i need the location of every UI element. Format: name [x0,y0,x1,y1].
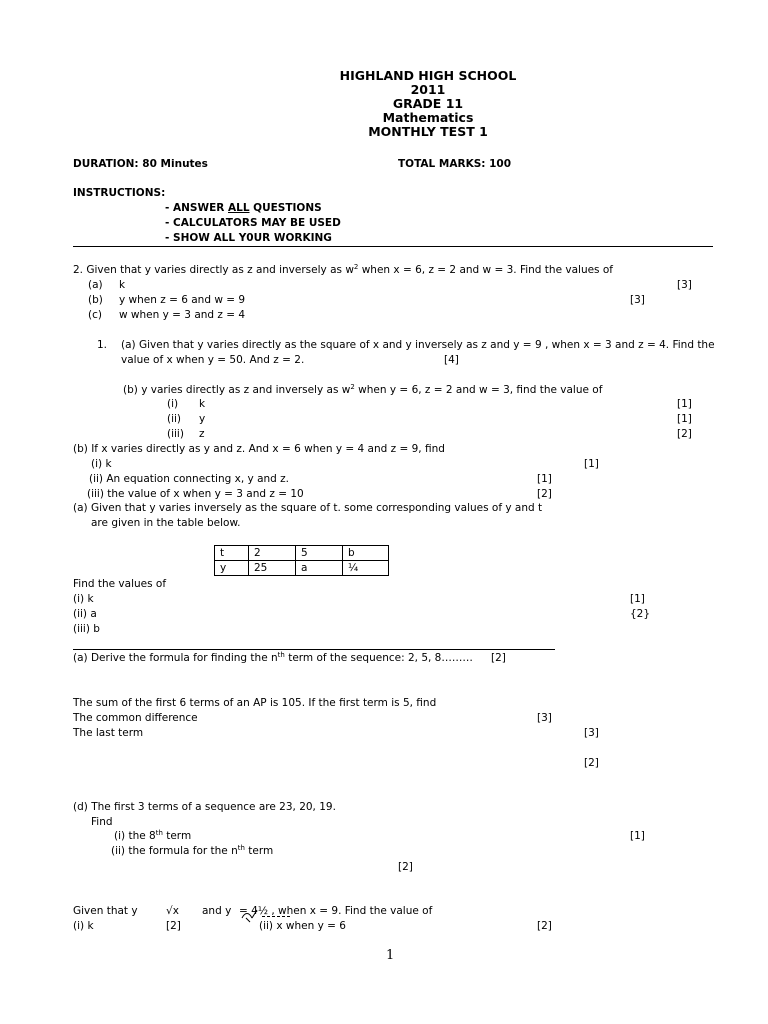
qlast-sqrt: √x [166,905,179,917]
qa-stem-2: are given in the table below. [91,517,241,529]
table-cell: ¼ [343,561,389,576]
grade: GRADE 11 [392,96,464,111]
qlast-equation: = 4½ , when x = 9. Find the value of [239,905,433,917]
table-row [215,561,389,576]
instruction-1: - ANSWER ALL QUESTIONS [165,202,322,214]
q1-b-stem: (b) y varies directly as z and inversely as $w^2$ when y = 6, z = 2 and w = 3, find the value of [123,383,603,396]
page-number: 1 [386,948,395,963]
table-cell: t [215,546,249,561]
q2-a-mark: [3] [677,279,692,291]
qd-stem: (d) The first 3 terms of a sequence are 23, 20, 19. [73,801,336,813]
qd-ii-mark: [2] [398,861,413,873]
subject: Mathematics [382,110,474,125]
table-cell: 2 [249,546,296,561]
seq-derive: (a) Derive the formula for finding the $n^{th}$ term of the sequence: 2, 5, 8……… [73,651,473,664]
qlast-ii: (ii) x when y = 6 [259,920,346,932]
instruction-3: - SHOW ALL Y0UR WORKING [165,232,332,244]
seq-derive-mark: [2] [491,652,506,664]
test-title: MONTHLY TEST 1 [368,124,488,139]
q1-i-text: k [199,398,206,410]
qb-i-mark: [1] [584,458,599,470]
q2-b-mark: [3] [630,294,645,306]
q2-c-text: w when y = 3 and z = 4 [119,309,246,321]
instruction-2: - CALCULATORS MAY BE USED [165,217,341,229]
qb-stem: (b) If x varies directly as y and z. And x = 6 when y = 4 and z = 9, find [73,443,445,455]
ap-line-2-mark: [3] [537,712,552,724]
qlast-i-mark: [2] [166,920,181,932]
q2-stem: 2. Given that y varies directly as z and inversely as $w^2$ when x = 6, z = 2 and w = 3. Find the values of [73,263,613,276]
qb-i: (i) k [91,458,112,470]
qlast-and: and y [202,905,232,917]
qb-iii: (iii) the value of x when y = 3 and z = 10 [87,488,304,500]
school-name: HIGHLAND HIGH SCHOOL [339,68,517,83]
q1-ii-text: y [199,413,206,425]
qlast-i-label: (i) k [73,920,94,932]
header-divider [73,246,713,247]
fraction-bar [262,916,290,917]
section-divider [73,649,555,650]
q1-i-label: (i) [167,398,179,410]
qa-stem-1: (a) Given that y varies inversely as the square of t. some corresponding values of y and t [73,502,543,514]
proportional-sign-icon [240,909,260,923]
q2-c-label: (c) [88,309,102,321]
qlast-ii-mark: [2] [537,920,552,932]
qlast-given: Given that y [73,905,138,917]
year: 2011 [410,82,446,97]
q1-i-mark: [1] [677,398,692,410]
ap-line-1: The sum of the first 6 terms of an AP is 105. If the first term is 5, find [73,697,437,709]
qa-i: (i) k [73,593,94,605]
qa-ii: (ii) a [73,608,97,620]
q1-number: 1. [97,339,108,351]
qb-ii: (ii) An equation connecting x, y and z. [89,473,290,485]
q1-a-line2: value of x when y = 50. And z = 2. [121,354,305,366]
q1-a-line1: (a) Given that y varies directly as the square of x and y inversely as z and y = 9 , when x = 3 and z = 4. Find the [121,339,715,351]
qd-i: (i) the 8th term [114,829,192,842]
qb-ii-mark: [1] [537,473,552,485]
qa-find: Find the values of [73,578,167,590]
q2-b-text: y when z = 6 and w = 9 [119,294,246,306]
ap-line-3: The last term [73,727,144,739]
ap-extra-mark: [2] [584,757,599,769]
qd-ii: (ii) the formula for the $n^{th}$ term [111,844,274,857]
q1-a-mark: [4] [444,354,459,366]
qa-iii: (iii) b [73,623,100,635]
duration: DURATION: 80 Minutes [73,158,208,170]
q1-ii-mark: [1] [677,413,692,425]
qd-i-mark: [1] [630,830,645,842]
table-cell: 5 [296,546,343,561]
q1-iii-text: z [199,428,205,440]
ap-line-2: The common difference [73,712,198,724]
table-cell: 25 [249,561,296,576]
qa-i-mark: [1] [630,593,645,605]
q2-a-label: (a) [88,279,103,291]
table-cell: b [343,546,389,561]
q2-a-text: k [119,279,126,291]
values-table [214,545,389,576]
table-cell: a [296,561,343,576]
instructions-label: INSTRUCTIONS: [73,187,166,199]
ap-line-3-mark: [3] [584,727,599,739]
q2-b-label: (b) [88,294,103,306]
qb-iii-mark: [2] [537,488,552,500]
q1-iii-mark: [2] [677,428,692,440]
total-marks: TOTAL MARKS: 100 [398,158,512,170]
q1-ii-label: (ii) [167,413,182,425]
q1-iii-label: (iii) [167,428,184,440]
qd-find: Find [91,816,113,828]
table-cell: y [215,561,249,576]
table-row [215,546,389,561]
qa-ii-mark: {2} [630,608,651,620]
